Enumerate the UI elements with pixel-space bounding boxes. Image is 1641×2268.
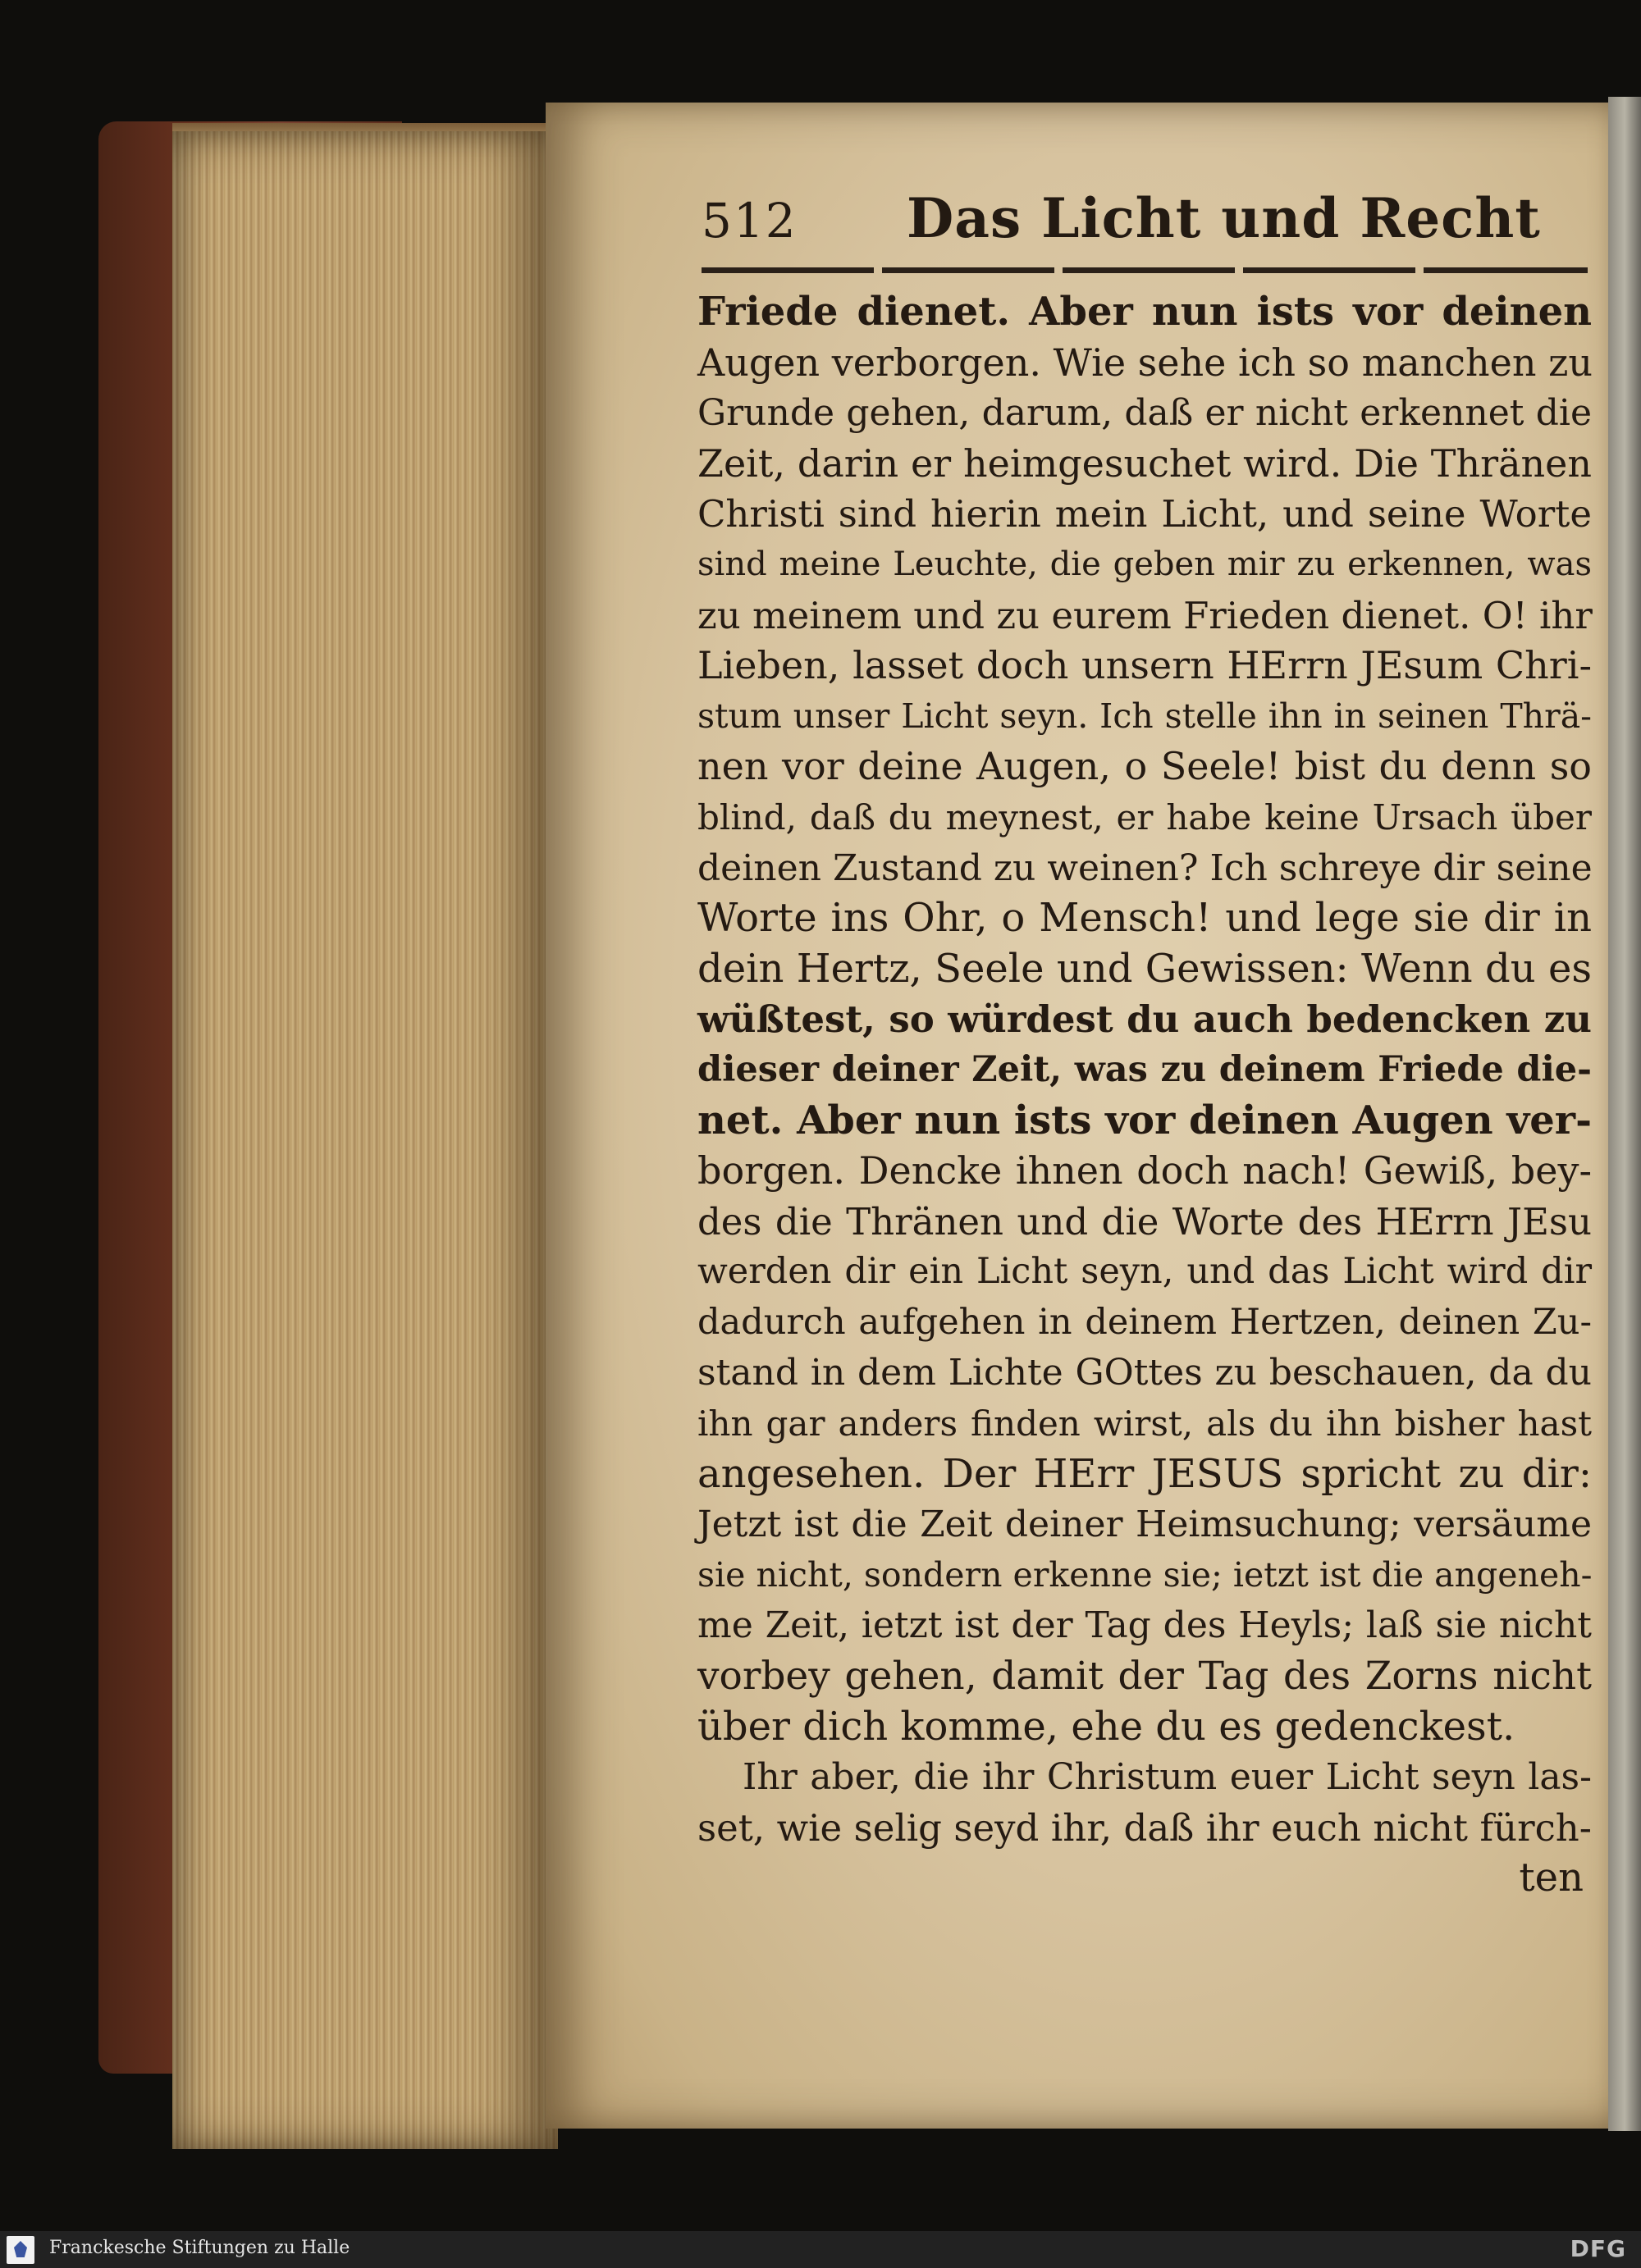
text-line: set, wie selig seyd ihr, daß ihr euch nicht fürch- (697, 1805, 1592, 1850)
body-text (697, 287, 1592, 1904)
institution-logo-icon (7, 2236, 34, 2264)
text-line: dein Hertz, Seele und Gewissen: Wenn du es (697, 945, 1592, 992)
text-line: borgen. Dencke ihnen doch nach! Gewiß, bey- (697, 1148, 1592, 1193)
text-line: sie nicht, sondern erkenne sie; ietzt ist die angeneh- (697, 1554, 1593, 1595)
text-line: dieser deiner Zeit, was zu deinem Friede die- (697, 1048, 1592, 1090)
text-line: sind meine Leuchte, die geben mir zu erkennen, was (697, 545, 1592, 583)
text-line: Friede dienet. Aber nun ists vor deinen (697, 289, 1592, 335)
dfg-logo: DFG (1570, 2235, 1626, 2262)
text-line: Zeit, darin er heimgesuchet wird. Die Thränen (697, 440, 1592, 486)
page-block-edge (172, 131, 558, 2149)
text-line: über dich komme, ehe du es gedenckest. (697, 1703, 1515, 1750)
text-line: Christi sind hierin mein Licht, und seine Worte (697, 492, 1592, 536)
text-line: dadurch aufgehen in deinem Hertzen, deinen Zu- (697, 1301, 1592, 1343)
page-number: 512 (702, 193, 798, 249)
text-line: zu meinem und zu eurem Frieden dienet. O! ihr (697, 593, 1593, 637)
text-line: deinen Zustand zu weinen? Ich schreye dir seine (697, 847, 1593, 889)
text-line: Jetzt ist die Zeit deiner Heimsuchung; versäume (697, 1504, 1592, 1546)
text-line: wüßtest, so würdest du auch bedencken zu (697, 997, 1592, 1042)
text-line: Ihr aber, die ihr Christum euer Licht seyn las- (743, 1756, 1592, 1799)
text-line: angesehen. Der HErr JESUS spricht zu dir: (697, 1450, 1592, 1497)
text-line: werden dir ein Licht seyn, und das Licht wird dir (697, 1251, 1592, 1293)
text-line: me Zeit, ietzt ist der Tag des Heyls; laß sie nicht (697, 1604, 1592, 1647)
text-line: vorbey gehen, damit der Tag des Zorns nicht (697, 1654, 1592, 1700)
text-line: Worte ins Ohr, o Mensch! und lege sie dir in (697, 895, 1592, 942)
catchword: ten (1519, 1855, 1584, 1901)
text-line: nen vor deine Augen, o Seele! bist du denn so (697, 744, 1592, 789)
page-right-edge (1608, 97, 1641, 2131)
header-rule (702, 267, 1588, 273)
text-line: des die Thränen und die Worte des HErrn JEsu (697, 1199, 1592, 1244)
text-line: Lieben, lasset doch unsern HErrn JEsum Chri- (697, 643, 1592, 688)
running-head: Das Licht und Recht (907, 186, 1541, 250)
text-line: stand in dem Lichte GOttes zu beschauen, da du (697, 1352, 1592, 1394)
page-header (702, 186, 1588, 267)
text-line: net. Aber nun ists vor deinen Augen ver- (697, 1097, 1592, 1143)
text-line: ihn gar anders finden wirst, als du ihn bisher hast (697, 1403, 1592, 1444)
footer-bar (0, 2231, 1641, 2268)
text-line: Grunde gehen, darum, daß er nicht erkennet die (697, 392, 1592, 435)
footer-institution: Franckesche Stiftungen zu Halle (49, 2238, 350, 2258)
text-line: stum unser Licht seyn. Ich stelle ihn in seinen Thrä- (697, 696, 1592, 736)
text-line: blind, daß du meynest, er habe keine Ursach über (697, 796, 1592, 837)
text-line: Augen verborgen. Wie sehe ich so manchen zu (697, 340, 1593, 385)
